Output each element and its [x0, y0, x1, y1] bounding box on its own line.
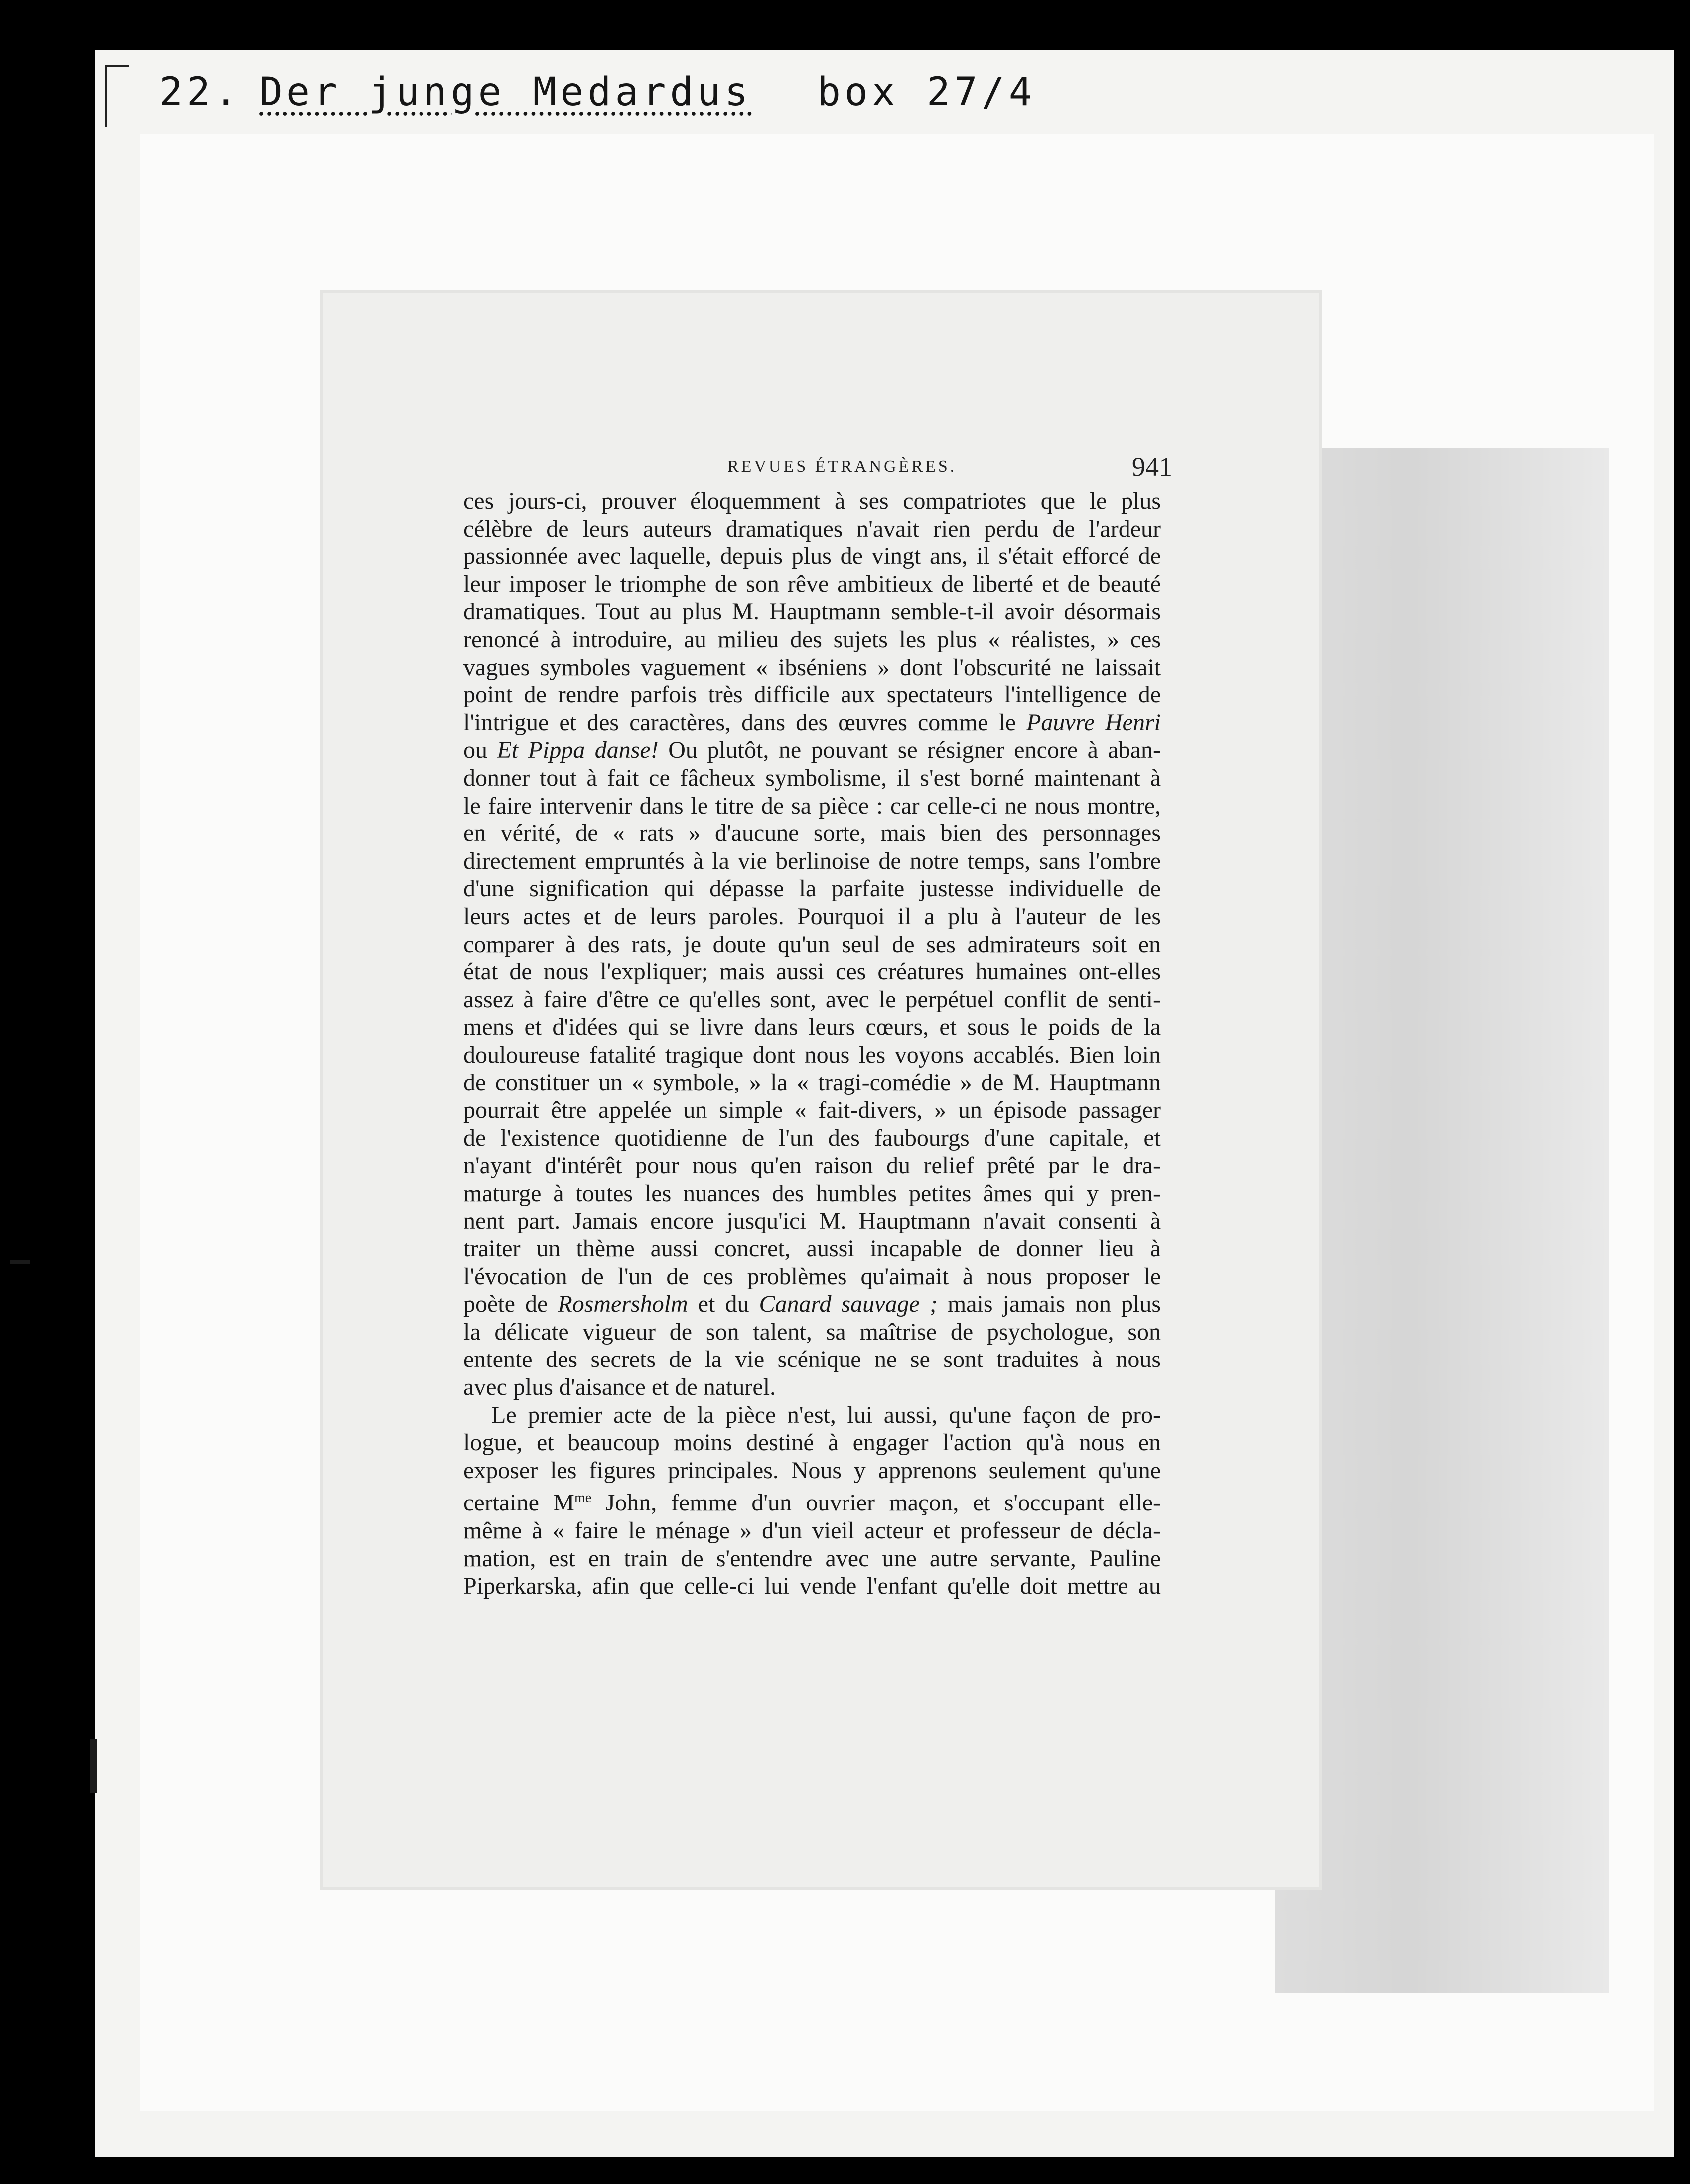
text-fragment: l'intrigue et des caractères, dans des œuvres comme le	[463, 709, 1016, 736]
text-fragment: mais jamais non plus	[947, 1291, 1161, 1318]
text-line: l'évocation de l'un de ces problèmes qu'aimait à nous proposer le	[463, 1263, 1161, 1290]
text-line: vagues symboles vaguement « ibséniens » dont l'obscurité ne laissait	[463, 654, 1161, 681]
scan-shadow	[1275, 448, 1609, 1993]
text-line: Piperkarska, afin que celle-ci lui vende l'enfant qu'elle doit mettre au	[463, 1573, 1161, 1600]
text-line: le faire intervenir dans le titre de sa pièce : car celle-ci ne nous montre,	[463, 792, 1161, 819]
text-line: renoncé à introduire, au milieu des sujets les plus « réalistes, » ces	[463, 626, 1161, 653]
text-line	[463, 1484, 1161, 1517]
text-line	[463, 709, 1161, 737]
text-line: avec plus d'aisance et de naturel.	[463, 1374, 776, 1400]
text-line: dramatiques. Tout au plus M. Hauptmann semble-t-il avoir désormais	[463, 598, 1161, 625]
text-line: exposer les figures principales. Nous y apprenons seulement qu'une	[463, 1457, 1161, 1484]
text-line: point de rendre parfois très difficile aux spectateurs l'intelligence de	[463, 682, 1161, 708]
text-line: leur imposer le triomphe de son rêve ambitieux de liberté et de beauté	[463, 570, 1161, 597]
text-line: passionnée avec laquelle, depuis plus de vingt ans, il s'était efforcé de	[463, 543, 1161, 570]
text-line: entente des secrets de la vie scénique ne se sont traduites à nous	[463, 1346, 1161, 1373]
text-line: n'ayant d'intérêt pour nous qu'en raison du relief prêté par le dra-	[463, 1152, 1161, 1179]
text-line: de l'existence quotidienne de l'un des faubourgs d'une capitale, et	[463, 1124, 1161, 1151]
folder-number: 22.	[159, 70, 242, 115]
text-line: comparer à des rats, je doute qu'un seul de ses admirateurs soit en	[463, 931, 1161, 957]
text-fragment: poète de	[463, 1291, 548, 1318]
text-fragment: Ou plutôt, ne pouvant se résigner encore à aban-	[668, 737, 1161, 764]
text-line: en vérité, de « rats » d'aucune sorte, mais bien des personnages	[463, 820, 1161, 847]
text-line: maturge à toutes les nuances des humbles petites âmes qui y pren-	[463, 1180, 1161, 1207]
scan-artifact	[10, 1260, 30, 1264]
text-line: même à « faire le ménage » d'un vieil acteur et professeur de décla-	[463, 1517, 1161, 1544]
italic-title: Et Pippa danse!	[497, 737, 659, 764]
text-line: traiter un thème aussi concret, aussi incapable de donner lieu à	[463, 1235, 1161, 1262]
text-line: d'une signification qui dépasse la parfaite justesse individuelle de	[463, 875, 1161, 902]
text-line: mens et d'idées qui se livre dans leurs cœurs, et sous le poids de la	[463, 1014, 1161, 1041]
page-number: 941	[1132, 452, 1172, 482]
italic-title: Pauvre Henri	[1026, 709, 1161, 736]
text-line: la délicate vigueur de son talent, sa maîtrise de psychologue, son	[463, 1318, 1161, 1345]
folder-title: Der junge Medardus	[259, 70, 752, 115]
text-line: nent part. Jamais encore jusqu'ici M. Hauptmann n'avait consenti à	[463, 1208, 1161, 1234]
text-line: célèbre de leurs auteurs dramatiques n'avait rien perdu de l'ardeur	[463, 515, 1161, 542]
text-line: état de nous l'expliquer; mais aussi ces créatures humaines ont-elles	[463, 958, 1161, 985]
box-label: box 27/4	[817, 70, 1036, 115]
text-line: assez à faire d'être ce qu'elles sont, avec le perpétuel conflit de senti-	[463, 986, 1161, 1013]
text-line: Le premier acte de la pièce n'est, lui aussi, qu'une façon de pro-	[491, 1401, 1161, 1428]
text-fragment: John, femme d'un ouvrier maçon, et s'occupant elle-	[605, 1490, 1161, 1516]
text-line: de constituer un « symbole, » la « tragi-comédie » de M. Hauptmann	[463, 1069, 1161, 1096]
text-line: douloureuse fatalité tragique dont nous les voyons accablés. Bien loin	[463, 1041, 1161, 1068]
text-line: logue, et beaucoup moins destiné à engager l'action qu'à nous en	[463, 1429, 1161, 1456]
superscript: me	[574, 1490, 592, 1506]
text-fragment: et du	[698, 1291, 749, 1318]
italic-title: Rosmersholm	[558, 1291, 688, 1318]
text-line: donner tout à fait ce fâcheux symbolisme, il s'est borné maintenant à	[463, 764, 1161, 791]
article-body	[463, 487, 1161, 1600]
corner-bracket-mark	[105, 65, 129, 127]
italic-title: Canard sauvage ;	[759, 1291, 938, 1318]
text-line: mation, est en train de s'entendre avec une autre servante, Pauline	[463, 1545, 1161, 1572]
text-line	[463, 736, 1161, 764]
text-fragment: ou	[463, 737, 487, 764]
scan-artifact	[90, 1739, 97, 1793]
running-head: REVUES ÉTRANGÈRES.	[727, 457, 957, 476]
text-line: pourrait être appelée un simple « fait-divers, » un épisode passager	[463, 1097, 1161, 1124]
text-line: leurs actes et de leurs paroles. Pourquoi il a plu à l'auteur de les	[463, 903, 1161, 930]
text-fragment: certaine M	[463, 1490, 574, 1516]
text-line: ces jours-ci, prouver éloquemment à ses compatriotes que le plus	[463, 488, 1161, 514]
text-line	[463, 1290, 1161, 1318]
text-line: directement empruntés à la vie berlinoise de notre temps, sans l'ombre	[463, 847, 1161, 874]
